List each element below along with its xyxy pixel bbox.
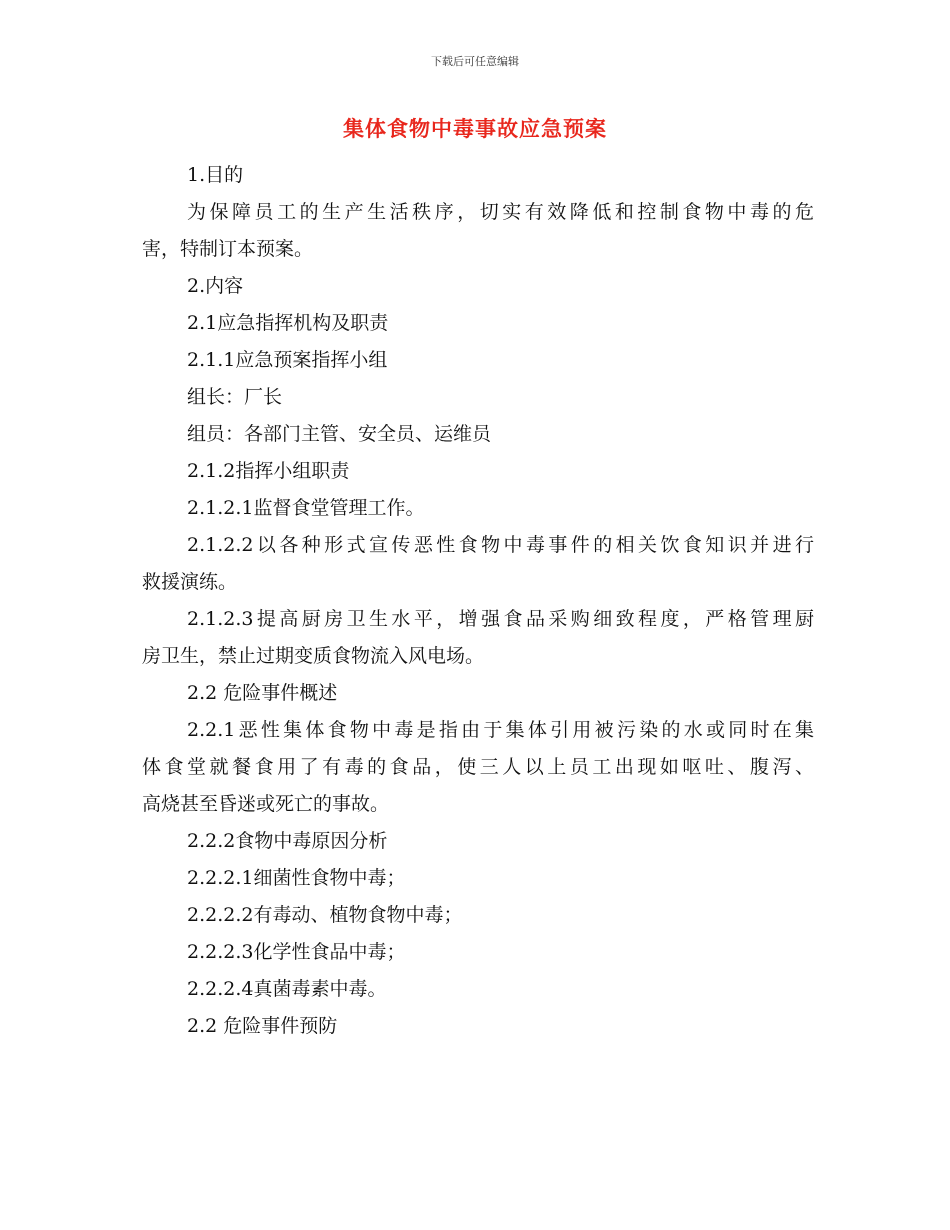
body-line: 救援演练。 (142, 571, 238, 593)
body-line: 高烧甚至昏迷或死亡的事故。 (142, 793, 390, 815)
body-line: 2.1.2.2以各种形式宣传恶性食物中毒事件的相关饮食知识并进行 (187, 534, 814, 556)
body-line: 2.1.2.3提高厨房卫生水平，增强食品采购细致程度，严格管理厨 (187, 608, 814, 630)
body-line: 2.2 危险事件概述 (187, 682, 338, 704)
body-line: 为保障员工的生产生活秩序，切实有效降低和控制食物中毒的危 (187, 201, 814, 223)
body-line: 房卫生，禁止过期变质食物流入风电场。 (142, 645, 485, 667)
body-line: 2.1.2指挥小组职责 (187, 460, 350, 482)
body-line: 2.2.2.2有毒动、植物食物中毒； (187, 904, 463, 926)
body-line: 2.1.1应急预案指挥小组 (187, 349, 388, 371)
body-line: 2.1.2.1监督食堂管理工作。 (187, 497, 425, 519)
document-title: 集体食物中毒事故应急预案 (343, 117, 607, 141)
body-line: 2.2.2.4真菌毒素中毒。 (187, 978, 387, 1000)
body-line: 2.2.1恶性集体食物中毒是指由于集体引用被污染的水或同时在集 (187, 719, 814, 741)
body-line: 害，特制订本预案。 (142, 238, 314, 260)
body-line: 组员：各部门主管、安全员、运维员 (187, 423, 492, 445)
body-line: 2.内容 (187, 275, 244, 297)
body-line: 2.2.2.3化学性食品中毒； (187, 941, 406, 963)
document-body (142, 157, 814, 1045)
body-line: 2.1应急指挥机构及职责 (187, 312, 389, 334)
body-line: 体食堂就餐食用了有毒的食品，使三人以上员工出现如呕吐、腹泻、 (142, 756, 814, 778)
body-line: 1.目的 (187, 164, 244, 186)
body-line: 组长：厂长 (187, 386, 283, 408)
header-note: 下载后可任意编辑 (431, 55, 519, 68)
body-line: 2.2.2食物中毒原因分析 (187, 830, 388, 852)
body-line: 2.2.2.1细菌性食物中毒； (187, 867, 406, 889)
body-line: 2.2 危险事件预防 (187, 1015, 338, 1037)
